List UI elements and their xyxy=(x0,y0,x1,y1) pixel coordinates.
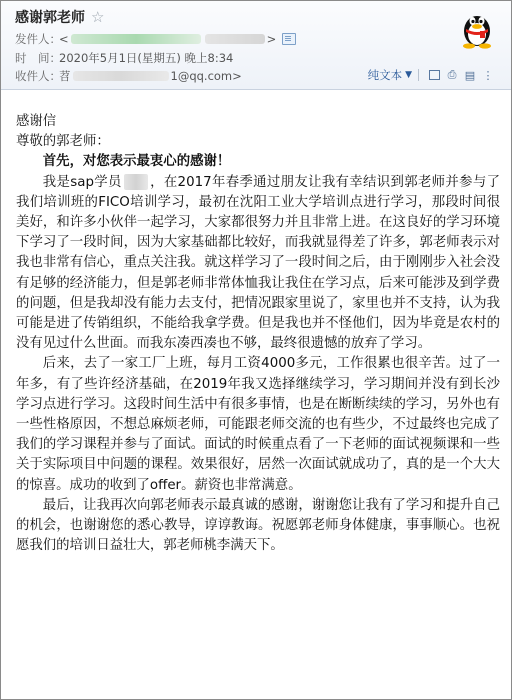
from-row xyxy=(15,31,296,47)
email-header xyxy=(1,1,511,90)
story-rest: ，在2017年春季通过朋友让我有幸结识到郭老师并参与了我们培训班的FICO培训学习，最初在沈阳工业大学培训点进行学习，那段时间很美好，和许多小伙伴一起学习，大家都很努力并且非常上进。在这良好的学习环境下学习了一段时间，因为大家基础都比较好，而我就显得差了许多，郭老师表示对我也非常有信心，重点关注我。就这样学习了一段时间之后，由于刚刚步入社会没有足够的经济能力，但是郭老师非常体恤我让我住在学习点，后来可能涉及到学费的问题，但是我却没有能力去支付，把情况跟家里说了，家里也并不支持，认为我可能是进了传销组织，不能给我拿学费。但是我也并不怪他们，因为毕竟是农村的没有见过什么世面。而我东凑西凑也不够，最终很遗憾的放弃了学习。 xyxy=(16,174,500,352)
chevron-down-icon[interactable]: ▼ xyxy=(405,70,412,80)
toolbar-divider xyxy=(418,69,419,81)
print-icon[interactable]: ⎙ xyxy=(447,68,457,81)
plain-text-button[interactable]: 纯文本 xyxy=(367,68,403,82)
to-prefix: 苕 xyxy=(59,69,71,83)
to-redacted xyxy=(73,71,169,81)
time-row xyxy=(15,50,233,66)
qq-penguin-logo xyxy=(457,7,497,49)
to-address: 1@qq.com xyxy=(170,69,233,83)
from-suffix: > xyxy=(266,32,277,46)
letter-greeting: 尊敬的郭老师： xyxy=(16,134,110,150)
paragraph-closing: 最后，让我再次向郭老师表示最真诚的感谢，谢谢您让我有了学习和提升自己的机会，也谢谢您的悉心教导，谆谆教诲。祝愿郭老师身体健康，事事顺心。也祝愿我们的培训日益壮大，郭老师桃李满天下。 xyxy=(16,497,500,554)
window-icon[interactable] xyxy=(427,69,441,81)
star-icon[interactable]: ☆ xyxy=(91,8,105,26)
from-redacted-address xyxy=(205,34,265,44)
redacted-name xyxy=(124,174,148,190)
contact-card-icon[interactable] xyxy=(282,33,296,45)
from-label: 发件人： xyxy=(15,32,61,46)
mail-toolbar xyxy=(368,67,497,83)
from-redacted-name xyxy=(71,34,201,44)
paragraph-work: 后来，去了一家工厂上班，每月工资4000多元，工作很累也很辛苦。过了一年多，有了些许经济基础，在2019年我又选择继续学习，学习期间并没有到长沙学习点进行学习。这段时间生活中有很多事情，也是在断断续续的学习，另外也有一些性格原因，不想总麻烦老师，可能跟老师交流的也有些少，不过最终也完成了我们的学习课程并参与了面试。面试的时候重点看了一下老师的面试视频课和一些关于实际项目中问题的课程。效果很好，居然一次面试就成功了，真的是一个大大的惊喜。成功的收到了offer。薪资也非常满意。 xyxy=(16,356,500,493)
to-label: 收件人： xyxy=(15,69,61,83)
subject-text: 感谢郭老师 xyxy=(15,10,85,26)
story-lead: 我是sap学员 xyxy=(42,174,122,190)
email-body xyxy=(16,112,500,556)
paragraph-thanks: 首先，对您表示最衷心的感谢！ xyxy=(42,154,231,170)
more-icon[interactable]: ⋮ xyxy=(482,68,494,82)
to-row xyxy=(15,68,242,84)
time-label: 时 间： xyxy=(15,51,61,65)
to-suffix: > xyxy=(232,69,242,83)
folder-icon[interactable]: ▤ xyxy=(464,68,476,82)
paragraph-story xyxy=(16,173,500,355)
time-value: 2020年5月1日(星期五) 晚上8:34 xyxy=(59,51,234,65)
from-sender-bracket: < xyxy=(59,32,69,46)
letter-title: 感谢信 xyxy=(16,114,57,129)
email-subject xyxy=(15,7,104,27)
